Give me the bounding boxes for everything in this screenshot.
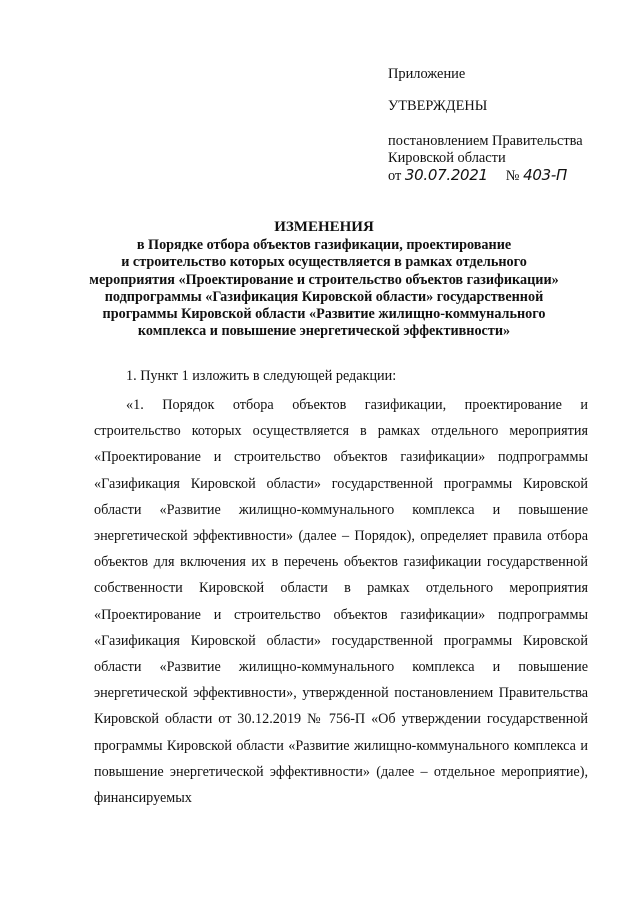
decree-line-1: постановлением Правительства [388,133,583,149]
from-prefix: от [388,168,402,184]
title-line: мероприятия «Проектирование и строительство объектов газификации» [89,271,559,288]
appendix-label: Приложение [388,66,466,82]
title-line: подпрограммы «Газификация Кировской области» государственной [104,288,544,305]
title-line: комплекса и повышение энергетической эффективности» [137,323,511,340]
approval-header [388,66,628,185]
decree-line-2: Кировской области [388,150,506,166]
approved-label: УТВЕРЖДЕНЫ [388,98,488,114]
title-main: ИЗМЕНЕНИЯ [274,219,374,235]
title-line: в Порядке отбора объектов газификации, проектирование [136,237,512,254]
item-1-paragraph: «1. Порядок отбора объектов газификации, проектирование и строительство которых осуществляется в рамках отдельного мероприятия «Проектирование и строительство объектов газификации» подпрограммы «Газификация Кировской области» государственной программы Кировской области «Развитие жилищно-коммунального комплекса и повышение энергетической эффективности» (далее – Порядок), определяет правила отбора объектов для включения их в перечень объектов газификации государственной собственности Кировской области в рамках отдельного мероприятия «Проектирование и строительство объектов газификации» подпрограммы «Газификация Кировской области» государственной программы Кировской области «Развитие жилищно-коммунального комплекса и повышение энергетической эффективности», утвержденной постановлением Правительства Кировской области от 30.12.2019 № 756-П «Об утверждении государственной программы Кировской области «Развитие жилищно-коммунального комплекса и повышение энергетической эффективности» (далее – отдельное мероприятие), финансируемых [94,397,588,807]
title-line: программы Кировской области «Развитие жилищно-коммунального [102,306,546,323]
number-prefix: № [505,168,520,184]
decree-date: 30.07.2021 [404,166,488,184]
title-line: и строительство которых осуществляется в рамках отдельного [121,254,527,271]
item-1-heading: 1. Пункт 1 изложить в следующей редакции: [126,368,397,384]
decree-date-number [388,167,628,185]
document-title [60,219,588,340]
document-body [94,366,588,811]
decree-number: 403-П [523,166,567,184]
